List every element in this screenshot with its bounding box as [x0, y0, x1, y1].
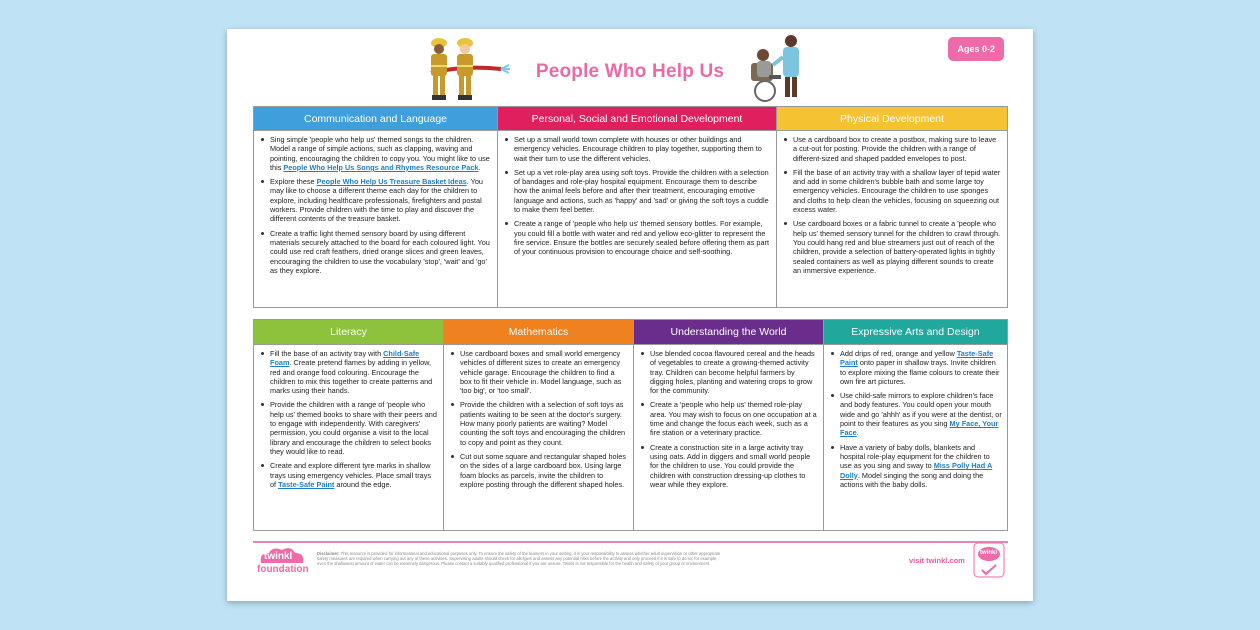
resource-link[interactable]: People Who Help Us Treasure Basket Ideas [316, 177, 467, 187]
item-text: Fill the base of an activity tray with a shallow layer of tepid water and add in some children's bubble bath and some large toy emergency vehicles. Encourage the children to use sponges and cloths to help clean the vehicles, focusing on squeezing out excess water. [793, 167, 1001, 215]
column-expressive-arts [824, 320, 1007, 530]
logo-word-foundation: foundation [257, 564, 309, 575]
disclaimer-text: This resource is provided for informational and educational purposes only. To ensure the safety of the learners in your setting, it is your responsibility to assess whether adult supervision or other appropriate safety measures are required when carrying out any of these activities. Supervising adults should check for allergies and assess any potential risks before the activity and only proceed if it is safe to do so; for example, even the shallowest amount of water can be extremely dangerous. Please contact a suitably qualified professional if you are unsure. Twinkl is not responsible for the health and safety of your group or environment. [317, 551, 721, 567]
disclaimer [317, 551, 727, 567]
item-text: Create a construction site in a large activity tray using oats. Add in diggers and small world people for the children to use. You could provide the children with construction dressing-up clothes to wear while they explore. [650, 442, 811, 489]
item-text: Provide the children with a selection of soft toys as patients waiting to be seen at the doctor's surgery. How many poorly patients are waiting? Model counting the soft toys and encouraging the children to copy and point as they count. [460, 400, 626, 447]
bullet-list [634, 345, 823, 494]
bullet-list [777, 131, 1007, 280]
item-text: Use child-safe mirrors to explore children's face and body features. You could open your mouth wide and go 'ahhh' as if you were at the dentist, or point to their features as you sing [840, 391, 1002, 429]
item-text: Cut out some square and rectangular shaped holes on the sides of a large cardboard box. Using large foam blocks as parcels, invite the children to explore posting through the different shaped holes. [460, 451, 626, 489]
bullet-list [444, 345, 633, 494]
item-text: around the edge. [334, 479, 392, 489]
top-area-grid [253, 106, 1008, 308]
list-item [783, 219, 1002, 275]
visit-link[interactable]: visit twinkl.com [909, 556, 965, 565]
item-text: Set up a small world town complete with houses or other buildings and emergency vehicles. Encourage children to play together, supporting them to wait their turn to use the different vehicles. [514, 135, 762, 163]
list-item [260, 461, 438, 489]
list-item [640, 349, 818, 395]
item-text: . Model singing the song and doing the actions with the baby dolls. [840, 470, 984, 489]
item-text: Create a range of 'people who help us' themed sensory bottles. For example, you could fill a bottle with water and red and yellow eco-glitter to represent the fire service. Ensure the bottles are securely sealed before offering them as part of your continuous provision to encourage choice and self-soothing. [514, 219, 769, 257]
resource-link[interactable]: My Face, Your Face [840, 419, 999, 438]
item-text: Create a traffic light themed sensory board by using different materials securely attached to the board for each coloured light. You could use red craft feathers, dried orange slices and green leaves, encouraging the children to use the vocabulary 'stop', 'wait' and 'go' as they explore. [270, 228, 490, 275]
bullet-list [498, 131, 776, 262]
list-item [830, 443, 1002, 489]
item-text: Sing simple 'people who help us' themed songs to the children. Model a range of simple actions, such as clapping, waving and pointing, encouraging the children to copy you. You might like to use this [270, 135, 490, 172]
header-expressive-arts: Expressive Arts and Design [824, 320, 1007, 345]
header-mathematics: Mathematics [444, 320, 633, 345]
item-text: Fill the base of an activity tray with [270, 349, 384, 358]
list-item [830, 391, 1002, 437]
column-physical-development [777, 107, 1007, 307]
list-item [640, 443, 818, 489]
column-psed [498, 107, 777, 307]
header-psed: Personal, Social and Emotional Development [498, 107, 776, 131]
badge-word: twinkl [980, 550, 998, 556]
resource-link[interactable]: Taste-Safe Paint [278, 479, 335, 489]
list-item [260, 229, 492, 275]
list-item [450, 349, 628, 395]
list-item [640, 400, 818, 437]
item-text: Use cardboard boxes or a fabric tunnel to create a 'people who help us' themed sensory tunnel for the children to crawl through. You could hang red and blue streamers just out of reach of the children, provide a selection of battery-operated lights in tightly sealed containers as well as playing different sounds to create an immersive experience. [793, 219, 1001, 275]
list-item [260, 400, 438, 456]
list-item [504, 168, 771, 214]
footer-divider [253, 541, 1008, 543]
item-text: Add drips of red, orange and yellow [840, 349, 957, 358]
item-text: . You may like to choose a different theme each day for the children to explore, including healthcare professionals, firefighters and postal workers. Provide children with the time to play and discover the different contents of the treasure basket. [270, 177, 483, 224]
item-text: . Create pretend flames by adding in yellow, red and orange food colouring. Encourage the children to mix this together to create patterns and marks using their hands. [270, 358, 433, 396]
list-item [450, 400, 628, 446]
resource-link[interactable]: Miss Polly Had A Dolly [840, 461, 993, 480]
list-item [830, 349, 1002, 386]
item-text: . [478, 162, 481, 172]
header-literacy: Literacy [254, 320, 443, 345]
header-understanding-world: Understanding the World [634, 320, 823, 345]
header-communication-language: Communication and Language [254, 107, 497, 131]
item-text: onto paper in shallow trays. Invite children to explore mixing the flame colours to create their own fire art pictures. [840, 358, 1000, 386]
item-text: Use a cardboard box to create a postbox, making sure to leave a cut-out for posting. Provide the children with a range of different-sized and shaped padded envelopes to post. [793, 135, 997, 163]
column-understanding-world [634, 320, 824, 530]
list-item [260, 135, 492, 172]
item-text: Explore these [270, 177, 317, 187]
twinkl-badge [973, 542, 1005, 585]
bullet-list [824, 345, 1007, 494]
column-mathematics [444, 320, 634, 530]
item-text: Set up a vet role-play area using soft toys. Provide the children with a selection of bandages and role-play hospital equipment. Encourage them to describe how the animal feels before and after their treatment, encouraging emotive language and actions, such as 'happy' and 'sad' or giving the soft toys a cuddle to make them feel better. [514, 167, 769, 215]
item-text: Create a 'people who help us' themed role-play area. You may wish to focus on one occupation at a time and change the focus each week, such as a fire station or a veterinary practice. [650, 400, 817, 438]
bottom-area-grid [253, 319, 1008, 531]
item-text: Use cardboard boxes and small world emergency vehicles of different sizes to create an emergency vehicle garage. Encourage the children to find a box to fit their vehicle in. Model language, such as 'too big', or 'too small'. [460, 349, 622, 396]
resource-link[interactable]: People Who Help Us Songs and Rhymes Resource Pack [283, 162, 479, 172]
list-item [260, 177, 492, 223]
list-item [783, 168, 1002, 214]
column-literacy [254, 320, 444, 530]
disclaimer-label: Disclaimer: [317, 551, 340, 556]
column-communication-language [254, 107, 498, 307]
list-item [504, 135, 771, 163]
list-item [504, 219, 771, 256]
item-text: Provide the children with a range of 'people who help us' themed books to share with their peers and to engage with independently. With caregivers' permission, you could organise a visit to the local library and encourage the children to select books they would like to read. [270, 400, 437, 456]
resource-link[interactable]: Taste-Safe Paint [840, 349, 994, 368]
list-item [450, 452, 628, 489]
age-badge: Ages 0-2 [948, 37, 1004, 61]
badge-icon [973, 542, 1005, 580]
list-item [783, 135, 1002, 163]
logo-word-twinkl: twinkl [264, 551, 293, 562]
page-title: People Who Help Us [535, 61, 725, 82]
item-text: . [856, 428, 859, 438]
bullet-list [254, 345, 443, 494]
resource-sheet [227, 29, 1033, 601]
item-text: Create and explore different tyre marks in shallow trays using emergency vehicles. Place small trays of [270, 461, 431, 489]
item-text: Use blended cocoa flavoured cereal and the heads of vegetables to create a growing-themed activity tray. Children can become helpful farmers by digging holes, planting and watering crops to grow for the community. [650, 349, 815, 396]
bullet-list [254, 131, 497, 280]
resource-link[interactable]: Child-Safe Foam [270, 349, 420, 368]
list-item [260, 349, 438, 395]
item-text: Have a variety of baby dolls, blankets and hospital role-play equipment for the children to use as you sing and sway to [840, 442, 990, 471]
twinkl-foundation-logo [255, 545, 311, 584]
header-physical-development: Physical Development [777, 107, 1007, 131]
